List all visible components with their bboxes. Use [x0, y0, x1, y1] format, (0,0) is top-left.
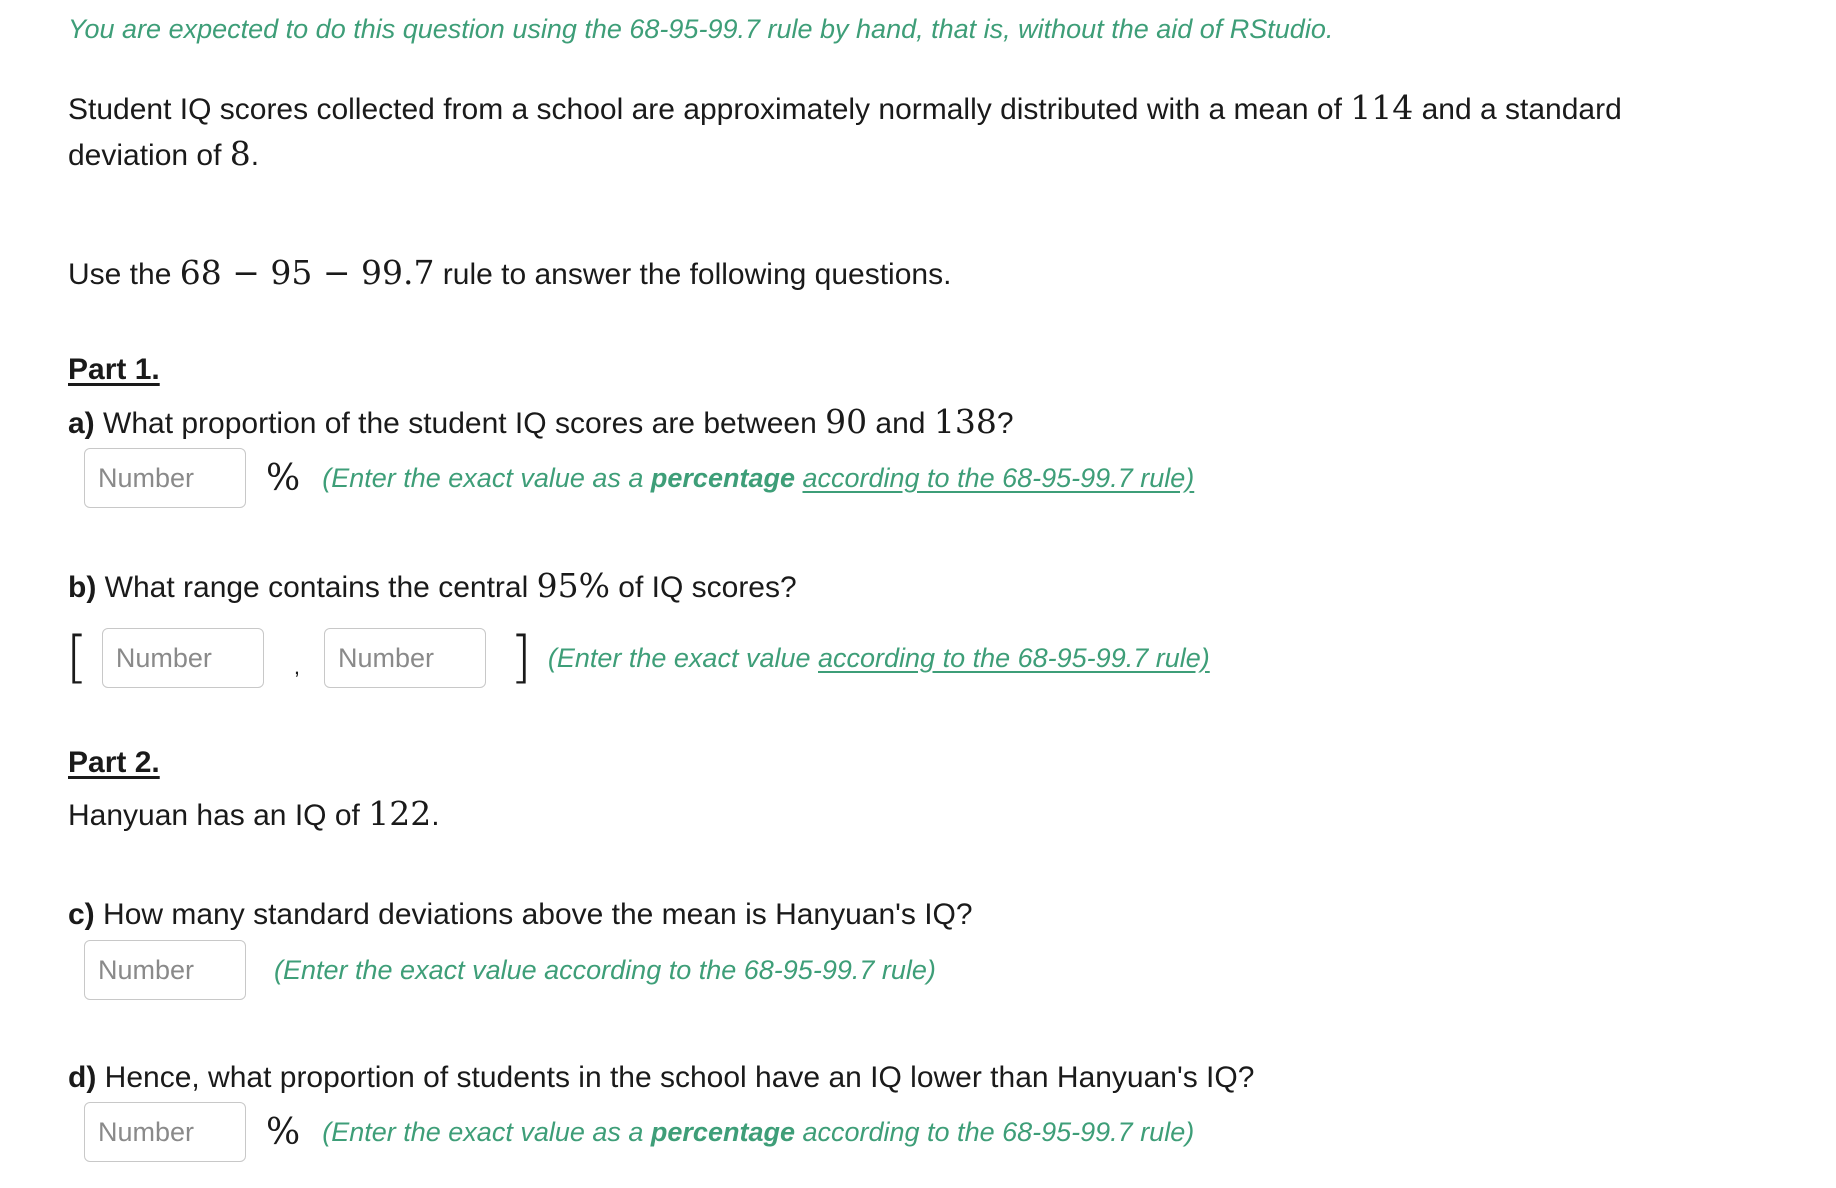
answer-b-hint [548, 643, 1210, 674]
hint-text: (Enter the exact value as a [322, 1116, 651, 1147]
question-d-text: Hence, what proportion of students in the school have an IQ lower than Hanyuan's IQ? [96, 1061, 1255, 1094]
rule-suffix: rule to answer the following questions. [434, 258, 952, 291]
question-b-label: b) [68, 571, 97, 604]
question-b-text: What range contains the central [96, 571, 537, 604]
answer-a-hint [322, 463, 1194, 494]
answer-a-input[interactable] [84, 448, 246, 508]
answer-d-input[interactable] [84, 1102, 246, 1162]
hint-bold: percentage [650, 1116, 795, 1147]
question-a-upper: 138 [933, 402, 997, 441]
intro-text: Student IQ scores collected from a school are approximately normally distributed with a mean of [68, 93, 1351, 126]
question-a-label: a) [68, 407, 95, 440]
question-c [68, 898, 973, 932]
question-b-text: of IQ scores? [609, 571, 797, 604]
question-c-text: How many standard deviations above the mean is Hanyuan's IQ? [94, 898, 973, 931]
part-2-statement [68, 794, 440, 833]
hint-text: (Enter the exact value [547, 642, 818, 673]
intro-line-2 [68, 131, 259, 179]
part-1-title: Part 1. [68, 353, 160, 386]
answer-c-input[interactable] [84, 940, 246, 1000]
percent-sign: % [266, 457, 301, 499]
statement-text: Hanyuan has an IQ of [68, 799, 369, 832]
rule-math: 68 − 95 − 99.7 [179, 253, 435, 292]
question-a-text: and [867, 407, 934, 440]
rule-line [68, 250, 951, 298]
intro-text: and a standard [1413, 93, 1622, 126]
comma-separator: , [293, 654, 300, 679]
mean-value: 114 [1350, 88, 1414, 127]
question-a-text: What proportion of the student IQ scores are between [94, 407, 826, 440]
answer-b-lower-input[interactable] [102, 628, 264, 688]
intro-text: . [250, 139, 260, 172]
question-b-percent: 95% [536, 566, 610, 605]
sd-value: 8 [229, 134, 251, 173]
instruction-text: You are expected to do this question using the 68-95-99.7 rule by hand, that is, without the aid of RStudio. [68, 14, 1334, 44]
hint-text: (Enter the exact value as a [322, 462, 651, 493]
hint-bold: percentage [650, 462, 795, 493]
question-b [68, 566, 797, 605]
question-a [68, 402, 1014, 441]
question-a-lower: 90 [825, 402, 868, 441]
rule-link[interactable]: according to the 68-95-99.7 rule) [802, 462, 1195, 493]
answer-b-upper-input[interactable] [324, 628, 486, 688]
answer-d-row [84, 1102, 1194, 1162]
close-bracket: ] [509, 625, 532, 690]
question-d-label: d) [68, 1061, 97, 1094]
open-bracket: [ [66, 625, 88, 690]
percent-sign: % [266, 1111, 301, 1153]
hint-text: according to the 68-95-99.7 rule) [794, 1116, 1195, 1147]
rule-link[interactable]: according to the 68-95-99.7 rule) [818, 642, 1210, 673]
answer-c-hint: (Enter the exact value according to the 68-95-99.7 rule) [274, 954, 936, 985]
answer-d-hint [322, 1117, 1194, 1148]
answer-c-row [84, 940, 936, 1000]
intro-line-1 [68, 85, 1622, 133]
statement-text: . [431, 799, 440, 832]
question-d [68, 1061, 1254, 1095]
answer-b-row [66, 625, 1210, 690]
question-c-label: c) [68, 898, 95, 931]
hanyuan-iq-value: 122 [368, 794, 432, 833]
rule-prefix: Use the [68, 258, 180, 291]
question-a-text: ? [996, 407, 1014, 440]
answer-a-row [84, 448, 1194, 508]
intro-text: deviation of [68, 139, 230, 172]
part-2-title: Part 2. [68, 746, 160, 779]
